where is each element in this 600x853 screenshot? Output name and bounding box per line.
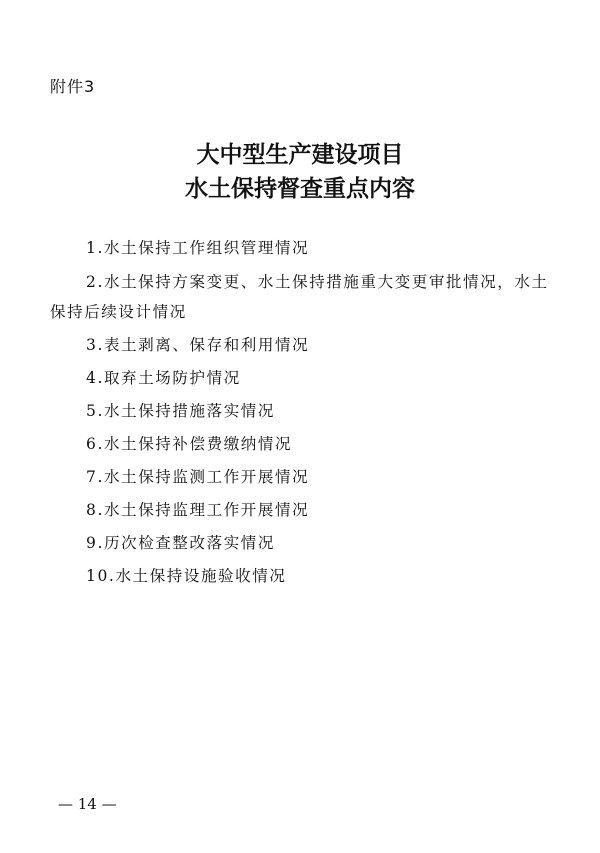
document-title <box>0 138 600 206</box>
list-item: 4.取弃土场防护情况 <box>86 369 241 387</box>
list-item: 2.水土保持方案变更、水土保持措施重大变更审批情况，水土保持后续设计情况 <box>50 273 549 321</box>
attachment-label: 附件3 <box>50 77 96 96</box>
list-item: 10.水土保持设施验收情况 <box>86 567 287 585</box>
list-item: 1.水土保持工作组织管理情况 <box>86 239 310 257</box>
title-line-1: 大中型生产建设项目 <box>196 142 404 168</box>
page-number: — 14 — <box>58 795 117 813</box>
list-item: 5.水土保持措施落实情况 <box>86 402 275 420</box>
list-item: 6.水土保持补偿费缴纳情况 <box>86 435 293 453</box>
list-item: 3.表土剥离、保存和利用情况 <box>86 336 310 354</box>
list-item: 7.水土保持监测工作开展情况 <box>86 468 310 486</box>
inspection-items-list <box>50 232 556 593</box>
title-line-2: 水土保持督查重点内容 <box>185 176 415 202</box>
list-item: 9.历次检查整改落实情况 <box>86 534 275 552</box>
list-item: 8.水土保持监理工作开展情况 <box>86 501 310 519</box>
